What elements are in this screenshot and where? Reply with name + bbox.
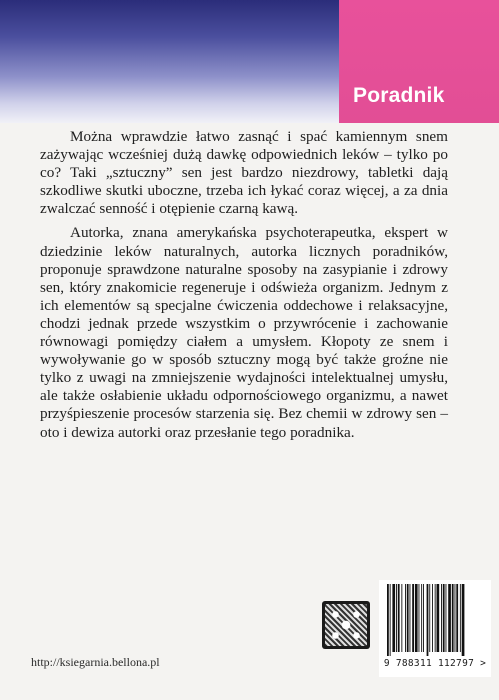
barcode-bar <box>443 584 445 652</box>
barcode-bar <box>392 584 395 652</box>
isbn-barcode <box>379 580 491 677</box>
series-label: Poradnik <box>353 84 445 107</box>
barcode-bar <box>390 584 391 656</box>
barcode-bar <box>456 584 458 652</box>
qr-code-icon <box>322 601 370 649</box>
barcode-bar <box>446 584 447 652</box>
barcode-bar <box>405 584 406 652</box>
barcode-bar <box>421 584 422 652</box>
blurb-paragraph-2: Autorka, znana amerykańska psychoterapeutka, ekspert w dziedzinie leków naturalnych, autorka licznych poradników, proponuje sprawdzone naturalne sposoby na zasypianie i zdrowy sen, który znakomicie regeneruje i odświeża organizm. Jednym z ich elementów są specjalne ćwiczenia oddechowe i relaksacyjne, chodzi jednak przede wszystkim o przywrócenie i zachowanie równowagi pomiędzy ciałem a umysłem. Kłopoty ze snem i wywoływanie go w sposób sztuczny mogą być także groźne nie tylko z uwagi na zmniejszenie wydajności intelektualnej umysłu, ale także osłabienie układu odpornościowego organizmu, a nawet przyśpieszenie procesów starzenia się. Bez chemii w zdrowy sen – oto i dewiza autorki oraz przesłanie tego poradnika. <box>40 224 448 441</box>
barcode-icon <box>385 584 485 656</box>
qr-code-pattern <box>325 604 367 646</box>
cover-top-band <box>0 0 499 123</box>
gradient-band <box>0 0 339 123</box>
barcode-bar <box>396 584 397 652</box>
barcode-bar <box>419 584 420 652</box>
barcode-bar <box>460 584 461 652</box>
barcode-bar <box>435 584 436 652</box>
barcode-bar <box>432 584 433 652</box>
barcode-bar <box>407 584 409 652</box>
barcode-bar <box>398 584 400 652</box>
barcode-bar <box>415 584 418 652</box>
barcode-bar <box>410 584 411 652</box>
barcode-bar <box>429 584 430 652</box>
barcode-bar <box>462 584 465 656</box>
barcode-bar <box>401 584 402 652</box>
back-cover-blurb <box>40 128 448 442</box>
series-band <box>339 0 499 123</box>
barcode-bar <box>423 584 424 652</box>
barcode-bar <box>448 584 451 652</box>
barcode-bar <box>455 584 456 652</box>
barcode-bar <box>387 584 389 656</box>
isbn-number: 9 788311 112797 > <box>383 658 487 669</box>
barcode-bar <box>437 584 440 652</box>
barcode-bar <box>441 584 442 652</box>
barcode-bar <box>452 584 454 652</box>
barcode-bar <box>427 584 429 656</box>
blurb-paragraph-1: Można wprawdzie łatwo zasnąć i spać kamiennym snem zażywając wcześniej dużą dawkę odpowiednich leków – tylko po co? Taki „sztuczny” sen jest bardzo niezdrowy, tabletki dają szkodliwe skutki uboczne, trzeba ich łykać coraz więcej, a za dnia zwalczać senność i otępienie czarną kawą. <box>40 128 448 218</box>
publisher-url[interactable]: http://ksiegarnia.bellona.pl <box>31 655 160 669</box>
barcode-bar <box>412 584 414 652</box>
